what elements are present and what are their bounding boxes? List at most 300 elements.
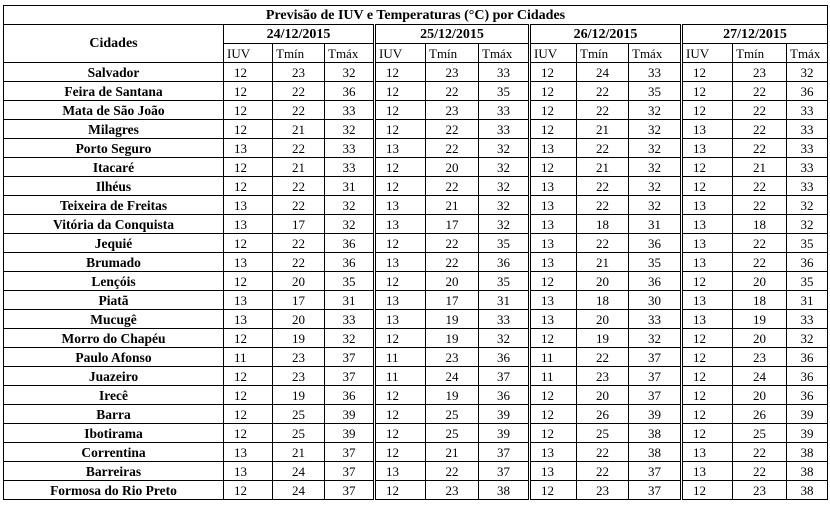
- iuv-cell: 13: [224, 310, 273, 329]
- tmax-cell: 32: [479, 177, 530, 196]
- city-name: Irecê: [4, 386, 224, 405]
- table-row: [4, 253, 828, 272]
- tmax-cell: 38: [629, 424, 682, 443]
- tmin-cell: 20: [273, 310, 325, 329]
- tmax-cell: 32: [479, 329, 530, 348]
- tmax-cell: 37: [629, 367, 682, 386]
- tmin-cell: 18: [577, 291, 629, 310]
- tmax-cell: 35: [629, 253, 682, 272]
- iuv-cell: 12: [530, 424, 577, 443]
- tmax-cell: 32: [787, 63, 828, 82]
- tmax-cell: 35: [629, 82, 682, 101]
- tmax-cell: 32: [629, 329, 682, 348]
- tmin-cell: 25: [273, 424, 325, 443]
- tmax-cell: 35: [787, 234, 828, 253]
- iuv-cell: 13: [224, 215, 273, 234]
- iuv-cell: 11: [224, 348, 273, 367]
- tmin-cell: 22: [733, 196, 787, 215]
- tmax-cell: 37: [325, 462, 375, 481]
- date-header-1: 24/12/2015: [224, 25, 375, 44]
- iuv-cell: 13: [682, 139, 733, 158]
- tmin-cell: 19: [426, 310, 479, 329]
- tmax-cell: 36: [787, 386, 828, 405]
- city-name: Milagres: [4, 120, 224, 139]
- tmax-cell: 33: [629, 63, 682, 82]
- tmax-cell: 32: [787, 329, 828, 348]
- tmin-cell: 25: [733, 424, 787, 443]
- tmin-cell: 19: [733, 310, 787, 329]
- tmax-cell: 33: [787, 158, 828, 177]
- iuv-cell: 12: [530, 386, 577, 405]
- forecast-table-body: [4, 63, 828, 500]
- tmin-cell: 21: [426, 443, 479, 462]
- tmax-cell: 33: [787, 310, 828, 329]
- tmax-cell: 35: [787, 272, 828, 291]
- iuv-cell: 13: [682, 443, 733, 462]
- tmin-cell: 21: [426, 196, 479, 215]
- tmin-cell: 19: [577, 329, 629, 348]
- table-row: [4, 272, 828, 291]
- tmax-cell: 32: [479, 215, 530, 234]
- tmin-cell: 19: [426, 329, 479, 348]
- subheader-tmin: Tmín: [273, 44, 325, 63]
- iuv-cell: 13: [530, 291, 577, 310]
- tmin-cell: 24: [733, 367, 787, 386]
- table-row: [4, 329, 828, 348]
- iuv-cell: 12: [224, 120, 273, 139]
- tmin-cell: 22: [733, 82, 787, 101]
- tmin-cell: 22: [577, 101, 629, 120]
- tmax-cell: 35: [325, 272, 375, 291]
- tmax-cell: 32: [325, 196, 375, 215]
- tmin-cell: 21: [273, 120, 325, 139]
- table-row: [4, 215, 828, 234]
- tmin-cell: 22: [577, 443, 629, 462]
- iuv-cell: 12: [530, 101, 577, 120]
- iuv-cell: 13: [530, 462, 577, 481]
- iuv-cell: 13: [682, 234, 733, 253]
- tmax-cell: 37: [629, 481, 682, 500]
- tmax-cell: 33: [325, 139, 375, 158]
- iuv-cell: 12: [375, 158, 426, 177]
- tmin-cell: 22: [273, 139, 325, 158]
- iuv-cell: 13: [682, 291, 733, 310]
- subheader-iuv: IUV: [375, 44, 426, 63]
- tmax-cell: 32: [629, 101, 682, 120]
- city-name: Lençóis: [4, 272, 224, 291]
- tmin-cell: 23: [733, 63, 787, 82]
- tmax-cell: 32: [325, 215, 375, 234]
- tmax-cell: 39: [787, 424, 828, 443]
- iuv-cell: 12: [682, 177, 733, 196]
- city-name: Ibotirama: [4, 424, 224, 443]
- table-row: [4, 367, 828, 386]
- tmin-cell: 22: [426, 139, 479, 158]
- tmin-cell: 22: [733, 101, 787, 120]
- iuv-cell: 13: [375, 196, 426, 215]
- cities-column-header: Cidades: [4, 25, 224, 63]
- iuv-cell: 12: [224, 158, 273, 177]
- tmin-cell: 20: [733, 329, 787, 348]
- tmax-cell: 38: [787, 462, 828, 481]
- city-name: Mucugê: [4, 310, 224, 329]
- tmax-cell: 33: [479, 310, 530, 329]
- iuv-cell: 12: [224, 101, 273, 120]
- tmax-cell: 31: [325, 177, 375, 196]
- tmin-cell: 23: [273, 63, 325, 82]
- tmin-cell: 19: [426, 386, 479, 405]
- tmax-cell: 36: [787, 348, 828, 367]
- tmin-cell: 20: [577, 310, 629, 329]
- tmin-cell: 19: [273, 386, 325, 405]
- tmin-cell: 25: [577, 424, 629, 443]
- tmin-cell: 22: [426, 120, 479, 139]
- tmax-cell: 39: [787, 405, 828, 424]
- tmax-cell: 39: [325, 405, 375, 424]
- city-name: Jequié: [4, 234, 224, 253]
- tmin-cell: 20: [577, 386, 629, 405]
- table-row: [4, 310, 828, 329]
- iuv-cell: 12: [682, 158, 733, 177]
- subheader-iuv: IUV: [224, 44, 273, 63]
- tmin-cell: 24: [426, 367, 479, 386]
- table-row: [4, 443, 828, 462]
- tmin-cell: 22: [733, 139, 787, 158]
- iuv-cell: 12: [682, 63, 733, 82]
- tmax-cell: 32: [325, 329, 375, 348]
- tmax-cell: 36: [479, 386, 530, 405]
- tmin-cell: 24: [577, 63, 629, 82]
- tmin-cell: 19: [273, 329, 325, 348]
- tmin-cell: 22: [273, 253, 325, 272]
- iuv-cell: 13: [224, 462, 273, 481]
- subheader-tmin: Tmín: [426, 44, 479, 63]
- tmin-cell: 17: [426, 215, 479, 234]
- tmax-cell: 32: [629, 158, 682, 177]
- date-header-2: 25/12/2015: [375, 25, 530, 44]
- tmin-cell: 23: [426, 481, 479, 500]
- city-name: Itacaré: [4, 158, 224, 177]
- city-name: Salvador: [4, 63, 224, 82]
- tmax-cell: 36: [479, 253, 530, 272]
- tmax-cell: 36: [325, 82, 375, 101]
- iuv-cell: 12: [682, 386, 733, 405]
- iuv-cell: 12: [224, 386, 273, 405]
- tmin-cell: 22: [273, 101, 325, 120]
- tmin-cell: 21: [577, 120, 629, 139]
- tmax-cell: 32: [629, 120, 682, 139]
- tmin-cell: 18: [733, 215, 787, 234]
- tmin-cell: 26: [577, 405, 629, 424]
- iuv-cell: 13: [682, 120, 733, 139]
- date-header-3: 26/12/2015: [530, 25, 682, 44]
- tmax-cell: 39: [325, 424, 375, 443]
- iuv-cell: 13: [682, 196, 733, 215]
- iuv-cell: 13: [530, 177, 577, 196]
- tmin-cell: 23: [273, 348, 325, 367]
- tmin-cell: 21: [577, 158, 629, 177]
- iuv-cell: 13: [530, 253, 577, 272]
- iuv-cell: 12: [375, 329, 426, 348]
- tmax-cell: 33: [787, 120, 828, 139]
- iuv-cell: 12: [224, 481, 273, 500]
- iuv-cell: 13: [682, 253, 733, 272]
- tmin-cell: 22: [733, 443, 787, 462]
- tmin-cell: 25: [273, 405, 325, 424]
- tmin-cell: 26: [733, 405, 787, 424]
- iuv-cell: 12: [682, 405, 733, 424]
- table-row: [4, 82, 828, 101]
- table-row: [4, 405, 828, 424]
- tmax-cell: 36: [629, 234, 682, 253]
- tmax-cell: 31: [479, 291, 530, 310]
- city-name: Teixeira de Freitas: [4, 196, 224, 215]
- tmax-cell: 35: [479, 234, 530, 253]
- tmax-cell: 38: [787, 443, 828, 462]
- tmin-cell: 22: [733, 177, 787, 196]
- iuv-cell: 12: [682, 424, 733, 443]
- date-header-row: [4, 25, 828, 44]
- tmin-cell: 22: [426, 177, 479, 196]
- subheader-iuv: IUV: [530, 44, 577, 63]
- iuv-cell: 12: [224, 329, 273, 348]
- iuv-cell: 13: [682, 462, 733, 481]
- tmin-cell: 20: [733, 386, 787, 405]
- table-row: [4, 101, 828, 120]
- iuv-cell: 13: [530, 139, 577, 158]
- iuv-cell: 13: [530, 310, 577, 329]
- tmax-cell: 32: [479, 196, 530, 215]
- tmax-cell: 33: [479, 63, 530, 82]
- tmin-cell: 22: [733, 234, 787, 253]
- table-title: Previsão de IUV e Temperaturas (°C) por Cidades: [4, 6, 828, 25]
- city-name: Morro do Chapéu: [4, 329, 224, 348]
- iuv-cell: 12: [224, 367, 273, 386]
- city-name: Porto Seguro: [4, 139, 224, 158]
- tmax-cell: 33: [325, 158, 375, 177]
- city-name: Mata de São João: [4, 101, 224, 120]
- tmin-cell: 22: [426, 234, 479, 253]
- tmin-cell: 22: [733, 253, 787, 272]
- iuv-cell: 12: [530, 158, 577, 177]
- iuv-cell: 12: [682, 348, 733, 367]
- iuv-cell: 12: [375, 177, 426, 196]
- iuv-cell: 11: [375, 348, 426, 367]
- tmin-cell: 23: [733, 348, 787, 367]
- tmin-cell: 25: [426, 424, 479, 443]
- tmin-cell: 22: [577, 139, 629, 158]
- iuv-cell: 12: [224, 234, 273, 253]
- table-row: [4, 348, 828, 367]
- iuv-cell: 12: [375, 101, 426, 120]
- tmin-cell: 22: [577, 234, 629, 253]
- tmax-cell: 32: [629, 139, 682, 158]
- iuv-cell: 11: [530, 348, 577, 367]
- tmin-cell: 20: [273, 272, 325, 291]
- iuv-cell: 13: [530, 196, 577, 215]
- iuv-cell: 13: [224, 253, 273, 272]
- tmax-cell: 38: [629, 443, 682, 462]
- iuv-cell: 12: [530, 481, 577, 500]
- city-name: Ilhéus: [4, 177, 224, 196]
- table-row: [4, 424, 828, 443]
- table-row: [4, 177, 828, 196]
- iuv-cell: 13: [375, 215, 426, 234]
- iuv-cell: 12: [375, 405, 426, 424]
- iuv-cell: 12: [682, 481, 733, 500]
- iuv-cell: 12: [224, 177, 273, 196]
- city-name: Formosa do Rio Preto: [4, 481, 224, 500]
- tmin-cell: 22: [577, 177, 629, 196]
- tmax-cell: 36: [479, 348, 530, 367]
- city-name: Juazeiro: [4, 367, 224, 386]
- iuv-cell: 12: [375, 443, 426, 462]
- iuv-cell: 12: [530, 405, 577, 424]
- tmax-cell: 38: [479, 481, 530, 500]
- iuv-cell: 13: [224, 291, 273, 310]
- tmin-cell: 22: [733, 120, 787, 139]
- city-name: Piatã: [4, 291, 224, 310]
- title-row: [4, 6, 828, 25]
- tmin-cell: 21: [273, 443, 325, 462]
- tmax-cell: 36: [325, 253, 375, 272]
- table-row: [4, 196, 828, 215]
- city-name: Feira de Santana: [4, 82, 224, 101]
- subheader-tmax: Tmáx: [787, 44, 828, 63]
- tmax-cell: 39: [629, 405, 682, 424]
- iuv-cell: 13: [375, 291, 426, 310]
- tmax-cell: 36: [325, 234, 375, 253]
- tmax-cell: 33: [787, 139, 828, 158]
- iuv-cell: 12: [224, 272, 273, 291]
- table-row: [4, 139, 828, 158]
- iuv-cell: 13: [224, 443, 273, 462]
- tmin-cell: 22: [577, 82, 629, 101]
- tmax-cell: 37: [629, 348, 682, 367]
- iuv-cell: 13: [682, 215, 733, 234]
- tmax-cell: 32: [325, 63, 375, 82]
- tmax-cell: 33: [787, 177, 828, 196]
- tmax-cell: 38: [787, 481, 828, 500]
- tmax-cell: 31: [325, 291, 375, 310]
- tmin-cell: 17: [426, 291, 479, 310]
- tmax-cell: 37: [629, 462, 682, 481]
- table-row: [4, 234, 828, 253]
- iuv-cell: 12: [375, 234, 426, 253]
- subheader-tmin: Tmín: [577, 44, 629, 63]
- city-name: Brumado: [4, 253, 224, 272]
- iuv-cell: 13: [375, 310, 426, 329]
- tmin-cell: 22: [273, 177, 325, 196]
- iuv-cell: 12: [682, 272, 733, 291]
- tmin-cell: 25: [426, 405, 479, 424]
- iuv-cell: 12: [224, 405, 273, 424]
- iuv-cell: 13: [224, 139, 273, 158]
- tmin-cell: 22: [426, 253, 479, 272]
- table-row: [4, 462, 828, 481]
- iuv-cell: 12: [682, 329, 733, 348]
- subheader-iuv: IUV: [682, 44, 733, 63]
- tmin-cell: 22: [273, 234, 325, 253]
- tmax-cell: 36: [787, 253, 828, 272]
- city-name: Paulo Afonso: [4, 348, 224, 367]
- tmin-cell: 17: [273, 291, 325, 310]
- tmin-cell: 21: [577, 253, 629, 272]
- iuv-cell: 12: [530, 272, 577, 291]
- tmin-cell: 22: [577, 196, 629, 215]
- tmax-cell: 33: [479, 120, 530, 139]
- tmax-cell: 33: [479, 101, 530, 120]
- iuv-cell: 12: [375, 424, 426, 443]
- city-name: Barra: [4, 405, 224, 424]
- iuv-cell: 12: [375, 63, 426, 82]
- tmin-cell: 23: [577, 367, 629, 386]
- tmax-cell: 30: [629, 291, 682, 310]
- table-row: [4, 158, 828, 177]
- iuv-cell: 12: [530, 329, 577, 348]
- tmax-cell: 36: [629, 272, 682, 291]
- tmax-cell: 33: [629, 310, 682, 329]
- tmax-cell: 36: [787, 82, 828, 101]
- subheader-tmin: Tmín: [733, 44, 787, 63]
- tmin-cell: 23: [426, 348, 479, 367]
- tmax-cell: 36: [787, 367, 828, 386]
- iuv-cell: 12: [375, 481, 426, 500]
- tmax-cell: 37: [479, 462, 530, 481]
- iuv-cell: 13: [224, 196, 273, 215]
- tmax-cell: 32: [629, 177, 682, 196]
- iuv-cell: 12: [530, 63, 577, 82]
- tmax-cell: 37: [479, 367, 530, 386]
- tmin-cell: 23: [733, 481, 787, 500]
- tmin-cell: 20: [577, 272, 629, 291]
- tmin-cell: 21: [273, 158, 325, 177]
- iuv-cell: 12: [375, 120, 426, 139]
- tmax-cell: 35: [479, 82, 530, 101]
- tmax-cell: 39: [479, 424, 530, 443]
- tmax-cell: 33: [325, 310, 375, 329]
- tmax-cell: 33: [325, 101, 375, 120]
- iuv-cell: 13: [530, 443, 577, 462]
- tmax-cell: 31: [787, 291, 828, 310]
- iuv-cell: 11: [530, 367, 577, 386]
- tmin-cell: 20: [426, 158, 479, 177]
- table-row: [4, 481, 828, 500]
- tmin-cell: 23: [426, 101, 479, 120]
- city-name: Vitória da Conquista: [4, 215, 224, 234]
- tmin-cell: 22: [577, 462, 629, 481]
- table-row: [4, 386, 828, 405]
- tmax-cell: 37: [325, 481, 375, 500]
- subheader-tmax: Tmáx: [479, 44, 530, 63]
- forecast-table: [3, 5, 828, 500]
- tmin-cell: 23: [577, 481, 629, 500]
- table-row: [4, 63, 828, 82]
- tmax-cell: 32: [325, 120, 375, 139]
- iuv-cell: 12: [224, 63, 273, 82]
- subheader-tmax: Tmáx: [629, 44, 682, 63]
- tmax-cell: 32: [629, 196, 682, 215]
- tmin-cell: 20: [733, 272, 787, 291]
- forecast-table-container: [3, 5, 828, 500]
- tmin-cell: 24: [273, 481, 325, 500]
- tmax-cell: 37: [325, 443, 375, 462]
- iuv-cell: 13: [530, 215, 577, 234]
- tmin-cell: 17: [273, 215, 325, 234]
- iuv-cell: 11: [375, 367, 426, 386]
- tmin-cell: 23: [426, 63, 479, 82]
- city-name: Correntina: [4, 443, 224, 462]
